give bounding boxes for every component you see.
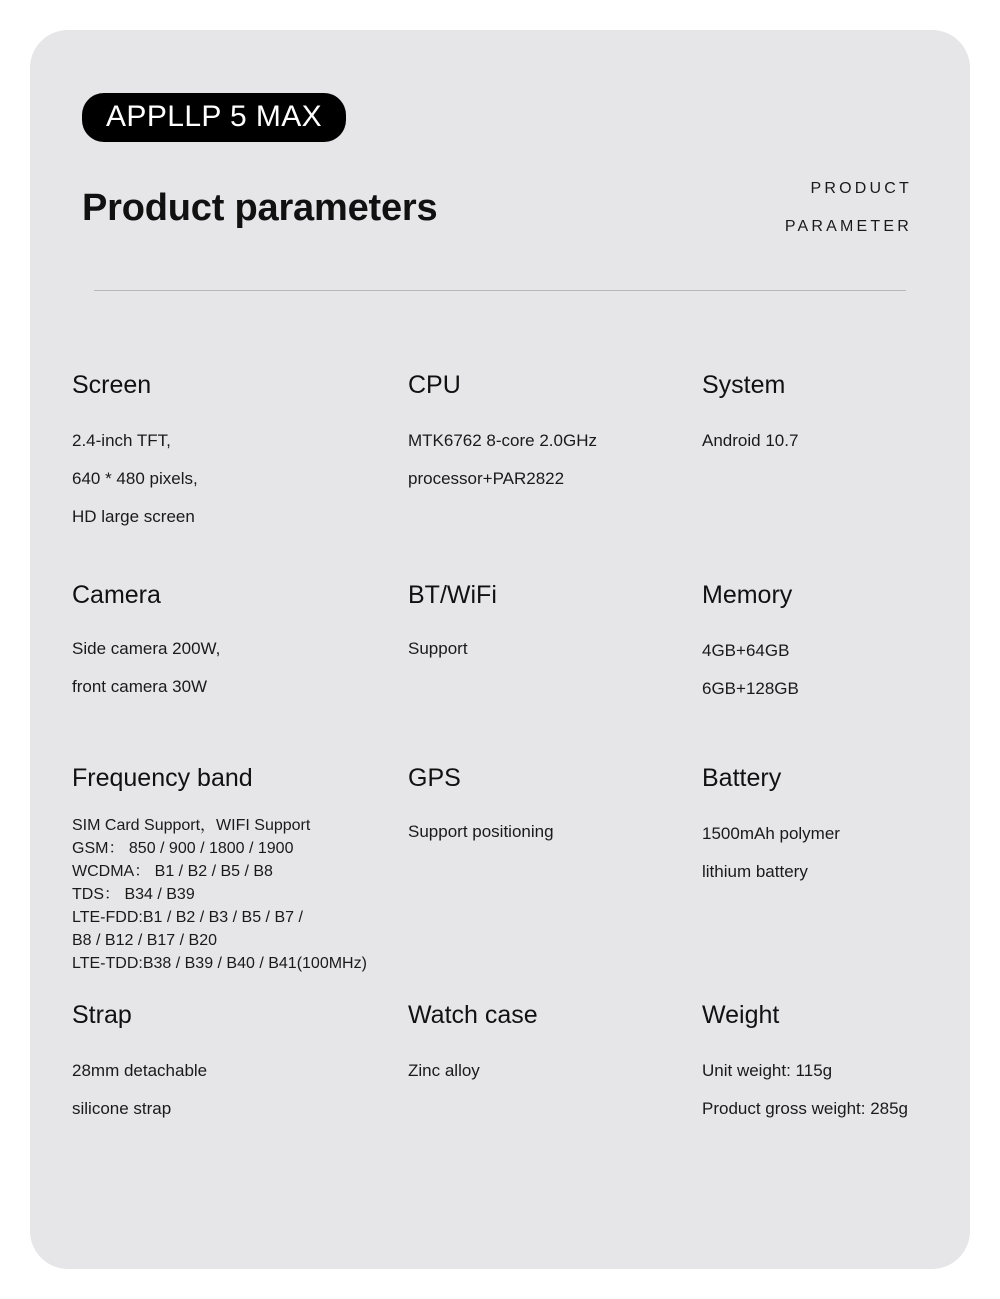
spec-value-line: Product gross weight: 285g (702, 1099, 909, 1118)
spec-label: Weight (702, 1001, 780, 1029)
spec-value-line: Android 10.7 (702, 431, 799, 450)
spec-value-line: WCDMA： B1 / B2 / B5 / B8 (72, 863, 273, 880)
spec-value-line: LTE-TDD:B38 / B39 / B40 / B41(100MHz) (72, 955, 367, 972)
subtitle-english (785, 170, 912, 246)
header-divider (94, 290, 906, 291)
spec-value-line: 4GB+64GB (702, 641, 790, 660)
spec-item-weight (702, 1000, 970, 1128)
spec-value-line: B8 / B12 / B17 / B20 (72, 932, 217, 949)
spec-label: Screen (72, 371, 152, 399)
spec-label: Strap (72, 1001, 132, 1029)
subtitle-line-1: PRODUCT (810, 180, 912, 197)
spec-value-line: Support (408, 639, 468, 658)
spec-value-line: Zinc alloy (408, 1061, 480, 1080)
spec-value-line: Unit weight: 115g (702, 1061, 833, 1080)
page-title: Product parameters (82, 187, 438, 229)
product-name-badge: APPLLP 5 MAX (82, 93, 346, 142)
spec-label: Camera (72, 581, 161, 609)
spec-value-line: GSM： 850 / 900 / 1800 / 1900 (72, 840, 294, 857)
spec-value-line: 640 * 480 pixels, (72, 469, 198, 488)
spec-label: BT/WiFi (408, 581, 497, 609)
spec-label: CPU (408, 371, 461, 399)
spec-label: Frequency band (72, 764, 253, 792)
spec-item-battery (702, 763, 970, 891)
spec-value-line: TDS： B34 / B39 (72, 886, 195, 903)
spec-label: Memory (702, 581, 793, 609)
spec-value-line: Side camera 200W, (72, 639, 221, 658)
spec-label: Watch case (408, 1001, 538, 1029)
spec-item-system (702, 370, 970, 460)
spec-value-block (72, 815, 402, 974)
spec-value-line: HD large screen (72, 507, 195, 526)
spec-value-line: LTE-FDD:B1 / B2 / B3 / B5 / B7 / (72, 909, 303, 926)
spec-value-line: silicone strap (72, 1099, 172, 1118)
spec-item-frequency-band (72, 763, 402, 976)
spec-value-line: SIM Card Support，WIFI Support (72, 817, 311, 834)
spec-item-watch-case (408, 1000, 698, 1090)
spec-label: GPS (408, 764, 461, 792)
spec-value-line: 28mm detachable (72, 1061, 208, 1080)
spec-item-strap (72, 1000, 402, 1128)
spec-item-cpu (408, 370, 698, 498)
spec-item-gps (408, 763, 698, 851)
spec-item-camera (72, 580, 402, 706)
spec-item-screen (72, 370, 402, 536)
subtitle-line-2: PARAMETER (784, 218, 912, 235)
spec-value-line: processor+PAR2822 (408, 469, 565, 488)
spec-value-line: 6GB+128GB (702, 679, 799, 698)
spec-value-line: front camera 30W (72, 677, 208, 696)
spec-label: System (702, 371, 786, 399)
spec-label: Battery (702, 764, 782, 792)
spec-item-bt-wifi (408, 580, 698, 668)
spec-card (30, 30, 970, 1269)
spec-value-line: Support positioning (408, 822, 554, 841)
spec-value-line: 1500mAh polymer (702, 824, 840, 843)
spec-value-line: MTK6762 8-core 2.0GHz (408, 431, 597, 450)
spec-value-line: lithium battery (702, 862, 808, 881)
spec-value-line: 2.4-inch TFT, (72, 431, 171, 450)
spec-item-memory (702, 580, 970, 708)
